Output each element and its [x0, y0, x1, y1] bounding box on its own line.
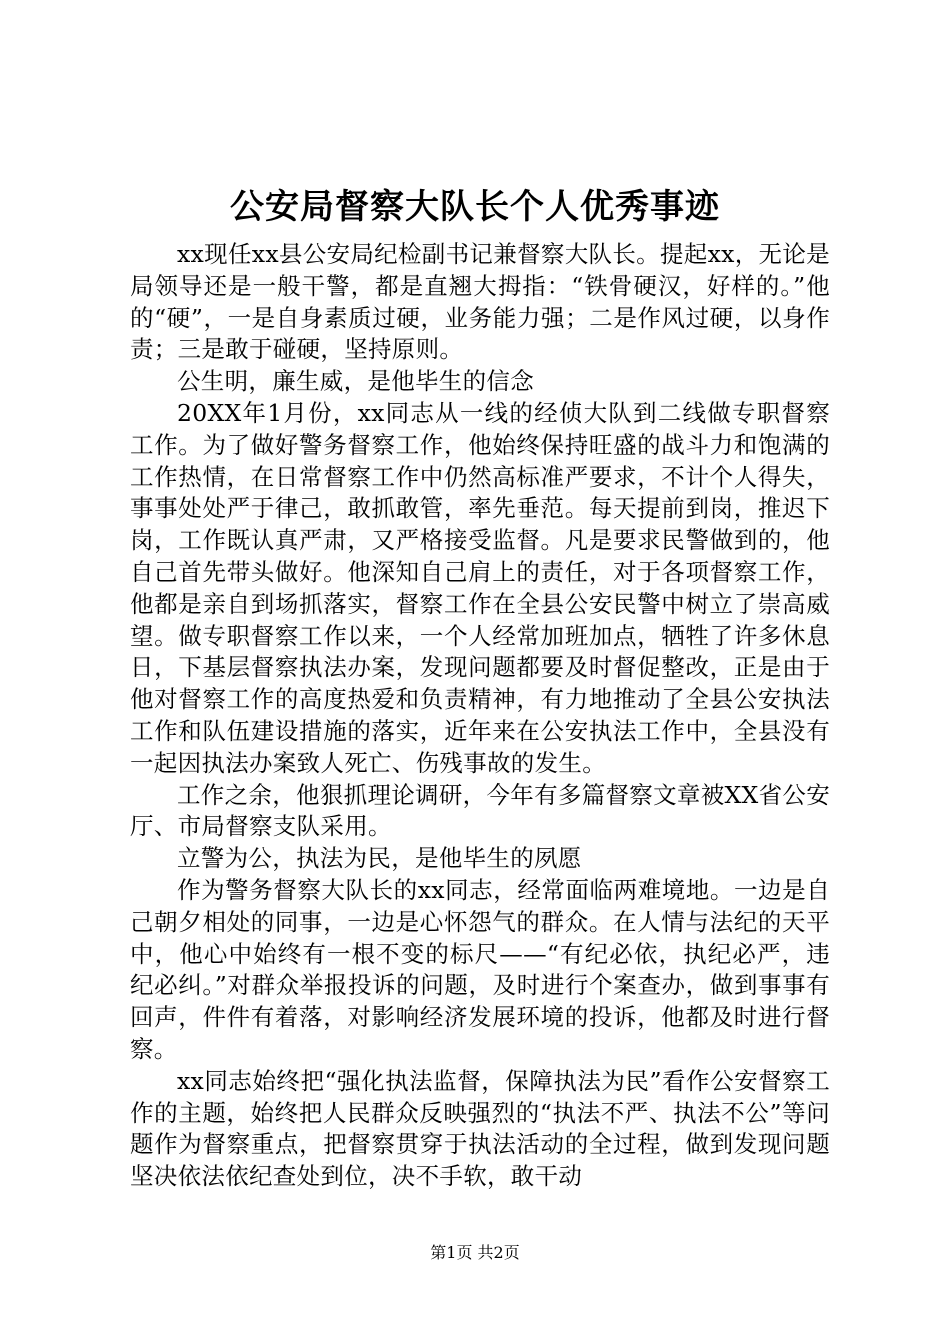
paragraph-enforcement-supervision: xx同志始终把“强化执法监督，保障执法为民”看作公安督察工作的主题，始终把人民群众反映强烈的“执法不严、执法不公”等问题作为督察重点，把督察贯穿于执法活动的全过程，做到发现问题坚决依法依纪查处到位，决不手软，敢干动 — [130, 1066, 830, 1191]
paragraph-dilemma: 作为警务督察大队长的xx同志，经常面临两难境地。一边是自己朝夕相处的同事，一边是心怀怨气的群众。在人情与法纪的天平中，他心中始终有一根不变的标尺——“有纪必依，执纪必严，违纪必纠。”对群众举报投诉的问题，及时进行个案查办，做到事事有回声，件件有着落，对影响经济发展环境的投诉，他都及时进行督察。 — [130, 875, 830, 1063]
page-number-footer: 第1页 共2页 — [430, 1243, 520, 1262]
paragraph-supervision-work: 20XX年1月份，xx同志从一线的经侦大队到二线做专职督察工作。为了做好警务督察工作，他始终保持旺盛的战斗力和饱满的工作热情，在日常督察工作中仍然高标准严要求，不计个人得失，事事处处严于律己，敢抓敢管，率先垂范。每天提前到岗，推迟下岗，工作既认真严肃，又严格接受监督。凡是要求民警做到的，他自己首先带头做好。他深知自己肩上的责任，对于各项督察工作，他都是亲自到场抓落实，督察工作在全县公安民警中树立了崇高威望。做专职督察工作以来，一个人经常加班加点，牺牲了许多休息日，下基层督察执法办案，发现问题都要及时督促整改，正是由于他对督察工作的高度热爱和负责精神，有力地推动了全县公安执法工作和队伍建设措施的落实，近年来在公安执法工作中，全县没有一起因执法办案致人死亡、伤残事故的发生。 — [130, 398, 830, 777]
section-heading-integrity: 公生明，廉生威，是他毕生的信念 — [177, 367, 534, 396]
paragraph-intro: xx现任xx县公安局纪检副书记兼督察大队长。提起xx，无论是局领导还是一般干警，都是直翘大拇指：“铁骨硬汉，好样的。”他的“硬”，一是自身素质过硬，业务能力强；二是作风过硬，以身作责；三是敢于碰硬，坚持原则。 — [130, 240, 830, 364]
document-title: 公安局督察大队长个人优秀事迹 — [230, 187, 720, 227]
document-body — [130, 239, 830, 1193]
section-heading-serve-people: 立警为公，执法为民，是他毕生的夙愿 — [177, 844, 582, 873]
paragraph-research: 工作之余，他狠抓理论调研，今年有多篇督察文章被XX省公安厅、市局督察支队采用。 — [130, 780, 830, 841]
